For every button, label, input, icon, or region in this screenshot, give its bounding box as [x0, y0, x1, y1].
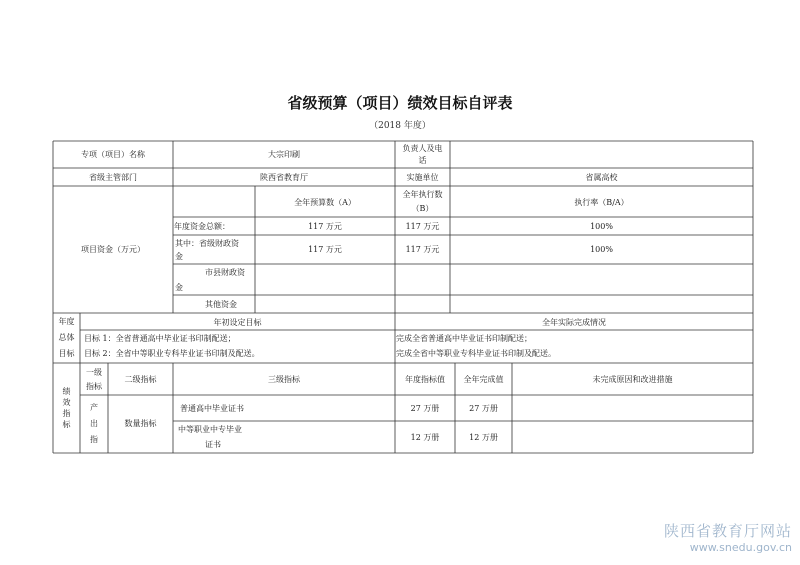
header-level3: 三级指标: [268, 375, 300, 384]
indicator-1-target: 27 万册: [410, 404, 440, 413]
contact-label-line2: 话: [418, 156, 427, 165]
header-level1-line2: 指标: [86, 382, 102, 391]
goals-actual-item-2: 完成全省中等职业专科毕业证书印制及配送。: [396, 349, 556, 358]
indicator-2-name-line2: 证书: [205, 440, 221, 449]
funds-total-budget: 117 万元: [308, 222, 342, 231]
funds-col-exec-line2: （B）: [411, 204, 434, 213]
funds-col-rate: 执行率（B/A）: [574, 198, 629, 207]
funds-city-label-line2: 金: [175, 283, 183, 292]
funds-provincial-label-line2: 金: [175, 252, 183, 261]
contact-label-line1: 负责人及电: [402, 144, 443, 153]
goals-planned-item-2: 目标 2：全省中等职业专科毕业证书印制及配送。: [84, 349, 260, 358]
document-subtitle: （2018 年度）: [369, 121, 431, 131]
funds-total-rate: 100%: [590, 222, 613, 231]
header-level1-line1: 一级: [86, 368, 102, 377]
indicator-2-name-line1: 中等职业中专毕业: [178, 425, 242, 434]
site-watermark: [664, 520, 792, 554]
indicator-2-actual: 12 万册: [469, 433, 498, 442]
indicators-side-char-1: 绩: [62, 387, 71, 396]
level1-char-2: 出: [90, 419, 98, 428]
indicator-1-actual: 27 万册: [469, 404, 498, 413]
impl-value: 省属高校: [585, 173, 618, 182]
indicator-2-target: 12 万册: [410, 433, 440, 442]
funds-city-label-line1: 市县财政资: [205, 268, 245, 277]
project-name-label: 专项（项目）名称: [81, 150, 145, 159]
funds-provincial-label-line1: 其中：省级财政资: [175, 239, 239, 248]
goals-label-line3: 目标: [58, 349, 75, 358]
level2-value: 数量指标: [124, 419, 157, 428]
header-level2: 二级指标: [124, 375, 157, 384]
funds-other-label: 其他资金: [205, 300, 237, 309]
funds-provincial-rate: 100%: [590, 245, 613, 254]
funds-provincial-exec: 117 万元: [405, 245, 440, 254]
impl-label: 实施单位: [406, 173, 439, 182]
goals-label-line2: 总体: [58, 333, 75, 342]
header-reason: 未完成原因和改进措施: [592, 375, 673, 384]
goals-actual-header: 全年实际完成情况: [542, 318, 606, 327]
watermark-site-name: 陕西省教育厅网站: [663, 522, 792, 540]
dept-label: 省级主管部门: [89, 173, 137, 182]
indicators-side-char-3: 指: [62, 409, 71, 418]
funds-label: 项目资金（万元）: [81, 245, 145, 254]
funds-total-label: 年度资金总额：: [174, 222, 230, 231]
indicators-side-char-4: 标: [62, 420, 71, 429]
goals-planned-item-1: 目标 1：全省普通高中毕业证书印制配送；: [84, 334, 236, 343]
goals-actual-item-1: 完成全省普通高中毕业证书印制配送；: [396, 334, 532, 343]
funds-total-exec: 117 万元: [405, 222, 440, 231]
indicator-1-name: 普通高中毕业证书: [180, 404, 244, 413]
document-title: 省级预算（项目）绩效目标自评表: [287, 94, 513, 112]
goals-planned-header: 年初设定目标: [213, 318, 262, 327]
project-name-value: 大宗印刷: [268, 150, 300, 159]
funds-col-budget: 全年预算数（A）: [294, 198, 356, 207]
watermark-url: www.snedu.gov.cn: [689, 541, 792, 554]
dept-value: 陕西省教育厅: [260, 173, 308, 182]
header-target: 年度指标值: [405, 375, 445, 384]
funds-provincial-budget: 117 万元: [308, 245, 342, 254]
level1-char-3: 指: [90, 435, 98, 444]
funds-col-exec-line1: 全年执行数: [402, 190, 443, 199]
header-actual: 全年完成值: [463, 375, 504, 384]
level1-char-1: 产: [90, 403, 98, 412]
goals-label-line1: 年度: [58, 317, 75, 326]
indicators-side-char-2: 效: [62, 398, 71, 407]
